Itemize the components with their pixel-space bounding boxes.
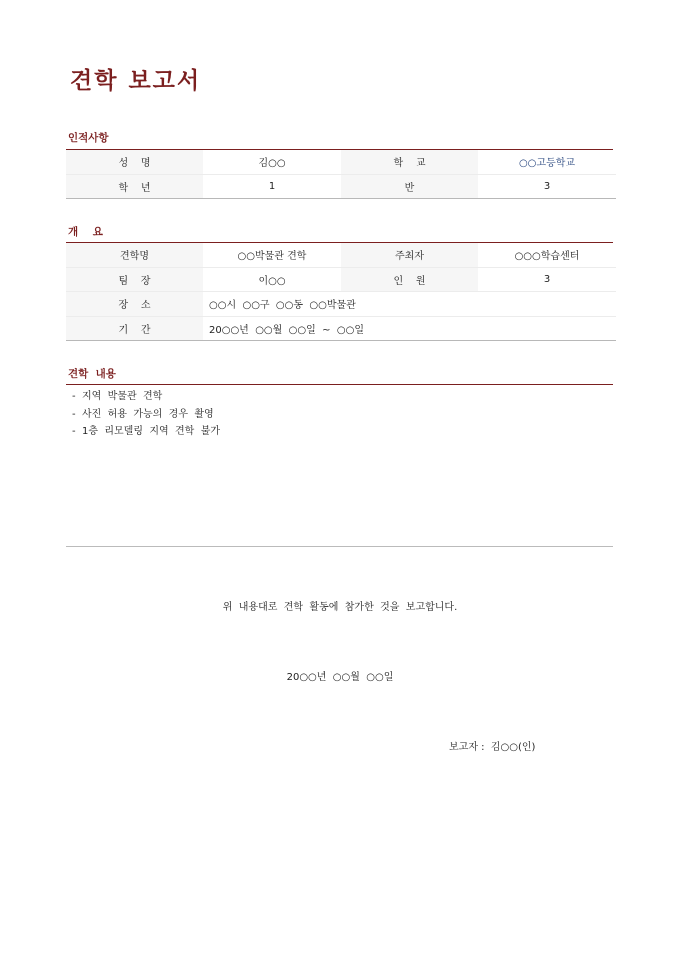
content-bottom-rule	[66, 546, 613, 547]
team-leader-label: 팀 장	[66, 267, 204, 292]
name-value: 김○○	[204, 150, 341, 174]
table-row	[66, 267, 616, 292]
school-label: 학 교	[341, 150, 479, 174]
school-value: ○○고등학교	[479, 150, 616, 174]
table-row	[66, 316, 616, 341]
report-date: 20○○년 ○○월 ○○일	[286, 672, 394, 683]
place-value: ○○시 ○○구 ○○동 ○○박물관	[204, 292, 616, 317]
tour-name-label: 견학명	[66, 243, 204, 267]
headcount-value: 3	[479, 267, 616, 292]
period-label: 기 간	[66, 316, 204, 341]
table-row	[66, 174, 616, 199]
organizer-label: 주최자	[341, 243, 479, 267]
period-value: 20○○년 ○○월 ○○일 ~ ○○일	[204, 316, 616, 341]
overview-table	[66, 243, 616, 341]
name-label: 성 명	[66, 150, 204, 174]
list-item: - 사진 허용 가능의 경우 촬영	[72, 408, 214, 420]
page-title: 견학 보고서	[70, 68, 202, 94]
content-heading: 견학 내용	[68, 368, 116, 380]
class-value: 3	[479, 174, 616, 199]
table-row	[66, 292, 616, 317]
content-list	[72, 388, 220, 441]
headcount-label: 인 원	[341, 267, 479, 292]
tour-name-value: ○○박물관 견학	[204, 243, 341, 267]
table-row	[66, 243, 616, 267]
reporter-signature: 보고자 : 김○○(인)	[449, 742, 536, 753]
place-label: 장 소	[66, 292, 204, 317]
grade-label: 학 년	[66, 174, 204, 199]
list-item: - 지역 박물관 견학	[72, 391, 163, 402]
overview-heading: 개 요	[68, 226, 103, 238]
table-row	[66, 150, 616, 174]
statement-text: 위 내용대로 견학 활동에 참가한 것을 보고합니다.	[222, 602, 458, 613]
personal-info-table	[66, 150, 616, 199]
list-item: - 1층 리모델링 지역 견학 불가	[72, 426, 221, 437]
grade-value: 1	[204, 174, 341, 199]
organizer-value: ○○○학습센터	[479, 243, 616, 267]
class-label: 반	[341, 174, 479, 199]
team-leader-value: 이○○	[204, 267, 341, 292]
personal-info-heading: 인적사항	[68, 132, 109, 144]
content-rule	[66, 384, 613, 385]
